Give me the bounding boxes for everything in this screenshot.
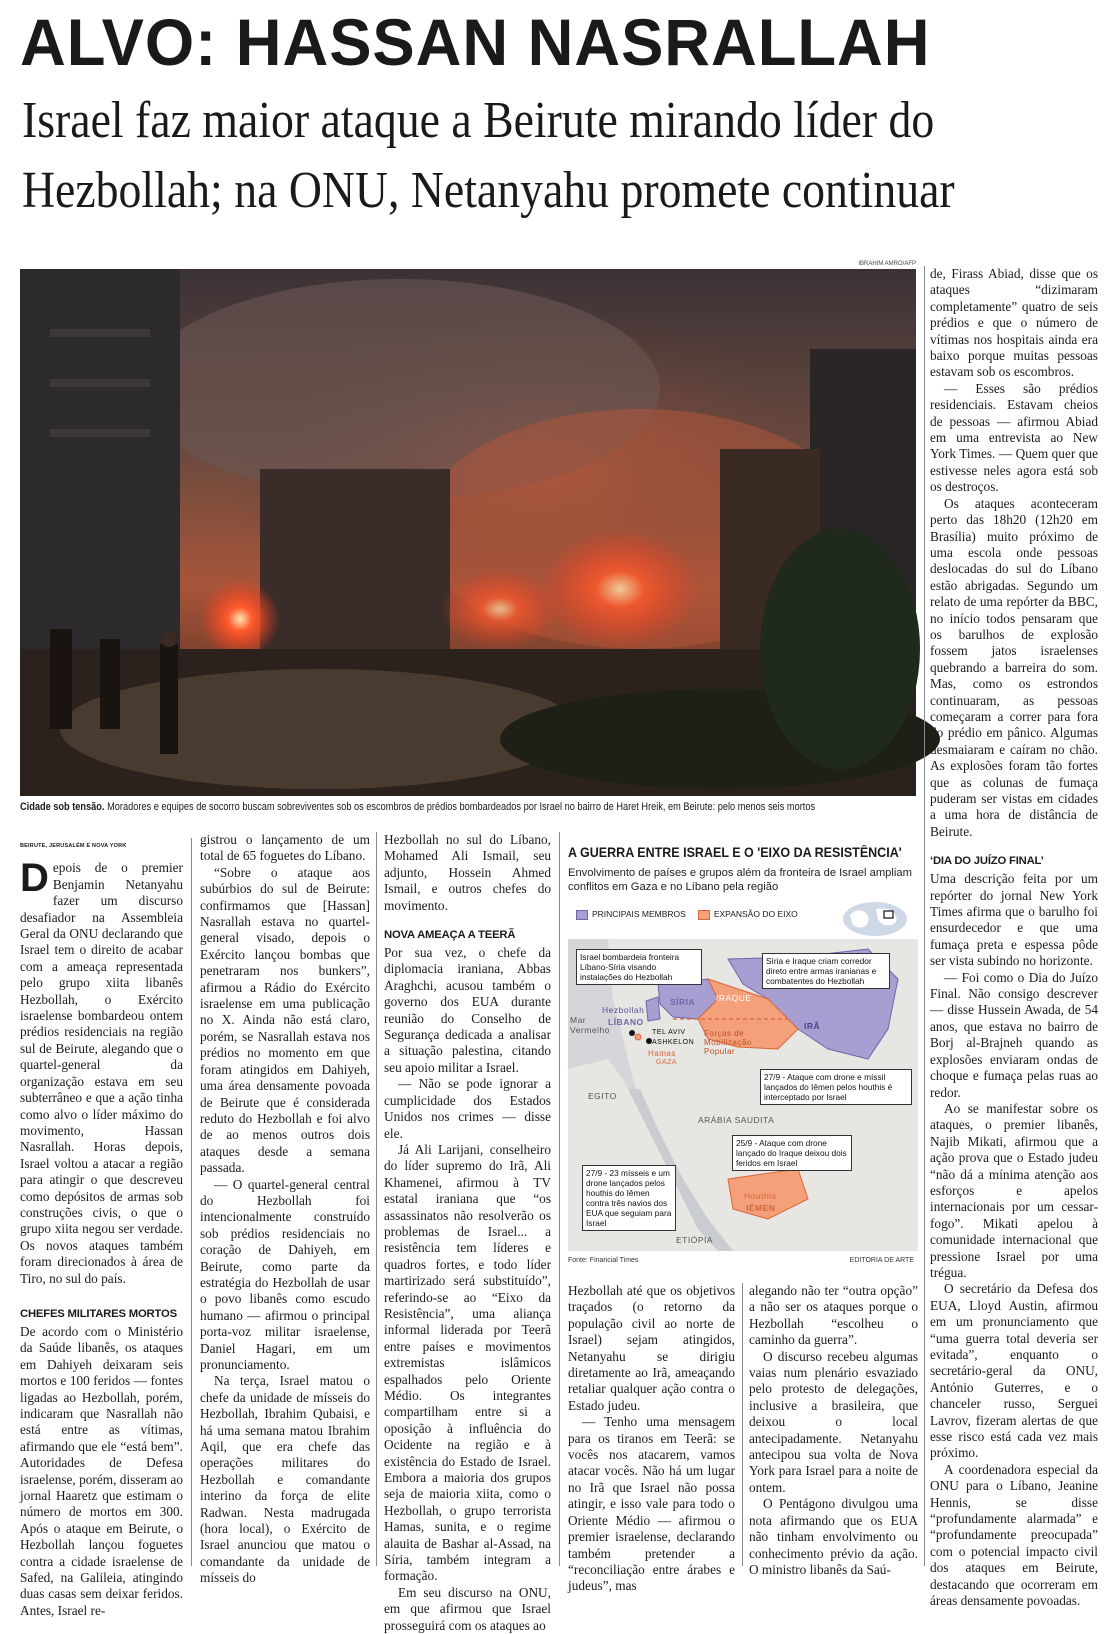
subhead-nova-ameaca: NOVA AMEAÇA A TEERÃ bbox=[384, 929, 516, 942]
paragraph: de, Firass Abiad, disse que os ataques “dizimaram completamente” quatro de seis prédios e que o número de vítimas nos hospitais ainda era baixo porque muitas pessoas estavam sob os escombros. bbox=[930, 266, 1098, 380]
column-4 bbox=[568, 1283, 735, 1594]
column-rule bbox=[376, 832, 377, 1566]
paragraph: Em seu discurso na ONU, em que afirmou que Israel prosseguirá com os ataques ao bbox=[384, 1584, 551, 1633]
paragraph: “Sobre o ataque aos subúrbios do sul de Beirute: confirmamos que [Hassan] Nasrallah estava no quartel-general visado, depois o Exército lançou bombas que penetraram nos bunkers”, afirmou a Rádio do Exército israelense em uma publicação no X. Ainda não está claro, porém, se Nasrallah estava nos prédios no momento em que foram atingidos em Dahiyeh, uma área densamente povoada de Beirute que é considerada reduto do Hezbollah e foi alvo de ao menos outros dois ataques desde a semana passada. bbox=[200, 864, 370, 1176]
label-iemen: IÊMEN bbox=[746, 1203, 776, 1213]
paragraph: Uma descrição feita por um repórter do jornal New York Times afirma que o barulho foi ensurdecedor e que uma fumaça preta e espessa pôde ser vista subindo no horizonte. bbox=[930, 871, 1098, 969]
paragraph: Hezbollah no sul do Líbano, Mohamed Ali Ismail, seu adjunto, Hossein Ahmed Ismail, e outros chefes do movimento. bbox=[384, 832, 551, 913]
label-forcas: Forças de Mobilização Popular bbox=[704, 1029, 752, 1056]
column-5 bbox=[749, 1283, 918, 1577]
note-siria-iraque: Síria e Iraque criam corredor direto entre armas iranianas e combatentes do Hezbollah bbox=[762, 953, 890, 989]
photo-caption bbox=[20, 800, 816, 814]
paragraph: Hezbollah até que os objetivos traçados (o retorno da população civil ao norte de Israel) sejam atingidos, Netanyahu se dirigiu diretamente ao Irã, ameaçando retaliar qualquer ação contra o Estado judeu. bbox=[568, 1283, 735, 1413]
paragraph: Já Ali Larijani, conselheiro do líder supremo do Irã, Ali Khamenei, afirmou à TV estatal iraniana que “os assassinatos não resolverão os problemas de Israel... a resistência tem líderes e quadros fortes, e todo líder martirizado será substituído”, referindo-se ao “Eixo da Resistência”, uma aliança informal liderada por Teerã entre países e movimentos extremistas islâmicos espalhados pelo Oriente Médio. Os integrantes compartilham entre si a oposição à influência do Ocidente na região e à existência do Estado de Israel. Embora a maioria dos grupos seja de maioria xiita, como o Hezbollah, o grupo terrorista Hamas, sunita, e o regime alauita de Bashar al-Assad, na Síria, também integram a formação. bbox=[384, 1141, 551, 1584]
label-arabia: ARÁBIA SAUDITA bbox=[698, 1115, 775, 1125]
caption-lead: Cidade sob tensão. bbox=[20, 801, 105, 813]
label-houthis: Houthis bbox=[744, 1191, 777, 1201]
drop-cap: D bbox=[20, 856, 49, 901]
column-3 bbox=[384, 832, 551, 1633]
column-rule bbox=[559, 832, 560, 1566]
column-rule bbox=[924, 266, 925, 1566]
photo-illustration bbox=[20, 269, 916, 796]
main-photo bbox=[20, 269, 916, 796]
globe-locator-icon bbox=[842, 901, 908, 937]
paragraph: gistrou o lançamento de um total de 65 foguetes do Líbano. bbox=[200, 832, 370, 864]
subheadline: Israel faz maior ataque a Beirute mirando líder do Hezbollah; na ONU, Netanyahu promete continuar bbox=[22, 92, 955, 219]
paragraph: — Não se pode ignorar a cumplicidade dos Estados Unidos nos crimes — disse ele. bbox=[384, 1076, 551, 1141]
column-rule bbox=[191, 838, 192, 1566]
label-gaza: GAZA bbox=[656, 1059, 678, 1066]
dateline: BEIRUTE, JERUSALÉM E NOVA YORK bbox=[20, 843, 127, 849]
column-2 bbox=[200, 832, 370, 1586]
caption-text: Moradores e equipes de socorro buscam sobreviventes sob os escombros de prédios bombardeados por Israel no bairro de Haret Hreik, em Beirute: pelo menos seis mortos bbox=[107, 801, 816, 813]
note-2709-iemen: 27/9 - Ataque com drone e míssil lançados do Iêmen pelos houthis é interceptado por Israel bbox=[760, 1069, 912, 1105]
label-ashkelon: ASHKELON bbox=[652, 1039, 695, 1046]
paragraph: O secretário da Defesa dos EUA, Lloyd Austin, afirmou em um pronunciamento que “uma guerra total deveria ser evitada”, enquanto o secretário-geral da ONU, António Guterres, e o chanceler russo, Serguei Lavrov, fizeram alertas de que esse risco está cada vez mais próximo. bbox=[930, 1281, 1098, 1461]
paragraph: Na terça, Israel matou o chefe da unidade de mísseis do Hezbollah, Ibrahim Qubaisi, e há uma semana matou Ibrahim Aqil, que era chefe das operações militares do Hezbollah e comandante interino da força de elite Radwan. Nesta madrugada (hora local), o Exército de Israel anunciou que matou o comandante da unidade de mísseis do bbox=[200, 1373, 370, 1586]
subhead-chefes: CHEFES MILITARES MORTOS bbox=[20, 1307, 177, 1320]
paragraph: Por sua vez, o chefe da diplomacia iraniana, Abbas Araghchi, acusou também o governo dos EUA durante reunião do Conselho de Segurança dedicada a analisar a situação palestina, citando seu apoio militar a Israel. bbox=[384, 945, 551, 1075]
column-rule bbox=[742, 1283, 743, 1566]
label-libano: LÍBANO bbox=[608, 1017, 644, 1027]
paragraph: — O quartel-general central do Hezbollah foi intencionalmente construído sob prédios residenciais no coração de Dahiyeh, em Beirute, como parte da estratégia do Hezbollah de usar o povo libanês como escudo humano — afirmou o principal porta-voz militar israelense, Daniel Hagari, em um pronunciamento. bbox=[200, 1176, 370, 1372]
column-1 bbox=[20, 838, 183, 1618]
infographic bbox=[568, 845, 918, 1273]
column-6 bbox=[930, 266, 1098, 1609]
paragraph: alegando não ter “outra opção” a não ser os ataques porque o Hezbollah “escolheu o caminho da guerra”. bbox=[749, 1283, 918, 1348]
paragraph: Os ataques aconteceram perto das 18h20 (12h20 em Brasília) muito próximo de uma escola onde pessoas deslocadas do sul do Líbano estão abrigadas. Segundo um relato de uma repórter da BBC, no início todos pensaram que os barulhos de explosão fossem jatos israelenses quebrando a barreira do som. Mas, como os estrondos continuaram, as pessoas começaram a correr para fora do prédio em pânico. Algumas desmaiaram e caíram no chão. As explosões foram tão fortes que as colunas de fumaça puderam ser vistas em cidades a uma hora de distância de Beirute. bbox=[930, 495, 1098, 839]
paragraph: — Esses são prédios residenciais. Estavam cheios de pessoas — afirmou Abiad em uma entrevista ao New York Times. — Quem quer que estivesse neles agora está sob os destroços. bbox=[930, 380, 1098, 495]
label-ira: IRÃ bbox=[804, 1021, 821, 1031]
label-telaviv: TEL AVIV bbox=[652, 1029, 686, 1036]
paragraph: O Pentágono divulgou uma nota afirmando que os EUA não tinham envolvimento ou conhecimento prévio da ação. O ministro libanês da Saú- bbox=[749, 1496, 918, 1577]
label-siria: SÍRIA bbox=[670, 997, 696, 1007]
graphic-footer bbox=[568, 1257, 918, 1264]
paragraph: Ao se manifestar sobre os ataques, o premier libanês, Najib Mikati, afirmou que a ação prova que o Estado judeu “não dá a mínima atenção aos esforços e apelos internacionais por um cessar-fogo”. Mikati apelou à comunidade internacional que pressione Israel por uma trégua. bbox=[930, 1100, 1098, 1280]
lead-paragraph: Depois de o premier Benjamin Netanyahu fazer um discurso desafiador na Assembleia Geral da ONU declarando que Israel tem o direito de acabar com a ameaça representada pelo grupo xiita libanês Hezbollah, o Exército israelense bombardeou ontem prédios residenciais na região sul de Beirute, alegando que o quartel-general da organização estava em seu subterrâneo e que a ação tinha como alvo o líder máximo do movimento, Hassan Nasrallah. Horas depois, Israel voltou a atacar a região para atingir o que descreveu como depósitos de armas sob construções civis, o que o grupo xiita negou ser verdade. Os novos ataques também foram direcionados à área de Tiro, no sul do país. bbox=[20, 856, 183, 1286]
label-hezbollah: Hezbollah bbox=[602, 1005, 645, 1015]
label-mar-vermelho: Mar Vermelho bbox=[570, 1015, 610, 1035]
graphic-subtitle: Envolvimento de países e grupos além da fronteira de Israel ampliam conflitos em Gaza e no Líbano pela região bbox=[568, 867, 912, 893]
paragraph: De acordo com o Ministério da Saúde libanês, os ataques em Dahiyeh deixaram seis mortos e 100 feridos — fontes ligadas ao Hezbollah, porém, indicaram que Nasrallah não está entre as vítimas, afirmando que ele “está bem”. Autoridades de Defesa israelense, porém, disseram ao jornal Haaretz que estimam o número de mortos em 300. Após o ataque em Beirute, o Hezbollah lançou foguetes contra a cidade israelense de Safed, na Galileia, atingindo duas casas sem deixar feridos. Antes, Israel re- bbox=[20, 1323, 183, 1618]
note-2509-iraque: 25/9 - Ataque com drone lançado do Iraque deixou dois feridos em Israel bbox=[732, 1135, 852, 1171]
paragraph: A coordenadora especial da ONU para o Líbano, Jeanine Hennis, se disse “profundamente alarmada” e “profundamente preocupada” com o potencial impacto civil dos ataques em Beirute, destacando que ocorreram em áreas densamente povoadas. bbox=[930, 1461, 1098, 1609]
photo-credit: IBRAHIM AMRO/AFP bbox=[858, 261, 916, 267]
paragraph: — Tenho uma mensagem para os tiranos em Teerã: se vocês nos atacarem, vamos atacar vocês. Não há um lugar no Irã que Israel não possa atingir, e isso vale para todo o Oriente Médio — afirmou o premier israelense, declarando também pretender a “reconciliação entre árabes e judeus”, mas bbox=[568, 1414, 735, 1594]
region-map bbox=[568, 939, 918, 1251]
label-iraque: IRAQUE bbox=[716, 993, 752, 1003]
graphic-title: A GUERRA ENTRE ISRAEL E O 'EIXO DA RESISTÊNCIA' bbox=[568, 845, 902, 860]
legend-members: PRINCIPAIS MEMBROS bbox=[576, 909, 686, 920]
graphic-source: Fonte: Financial Times bbox=[568, 1257, 639, 1264]
legend-expansion: EXPANSÃO DO EIXO bbox=[698, 909, 798, 920]
headline: ALVO: HASSAN NASRALLAH bbox=[20, 5, 931, 79]
paragraph: — Foi como o Dia do Juízo Final. Não consigo descrever — disse Hussein Awada, de 54 anos, que estava no bairro de Borj al-Brajneh quando as explosões enviaram ondas de choque e fumaça pelas ruas ao redor. bbox=[930, 969, 1098, 1100]
label-hamas: Hamas bbox=[648, 1049, 676, 1058]
paragraph: O discurso recebeu algumas vaias num plenário esvaziado pelo protesto de delegações, inclusive a brasileira, que deixou o local antecipadamente. Netanyahu antecipou sua volta de Nova York para Israel para a noite de ontem. bbox=[749, 1348, 918, 1495]
graphic-credit: EDITORIA DE ARTE bbox=[849, 1257, 914, 1264]
label-etiopia: ETIÓPIA bbox=[676, 1235, 714, 1245]
note-2709-navios: 27/9 - 23 mísseis e um drone lançados pelos houthis do Iêmen contra três navios dos EUA que seguiam para Israel bbox=[582, 1165, 676, 1231]
label-egito: EGITO bbox=[588, 1091, 617, 1101]
graphic-legend bbox=[576, 909, 798, 920]
note-israel-bombardeia: Israel bombardeia fronteira Líbano-Síria visando instalações do Hezbollah bbox=[576, 949, 702, 985]
subhead-dia-do-juizo: ‘DIA DO JUÍZO FINAL’ bbox=[930, 855, 1044, 868]
